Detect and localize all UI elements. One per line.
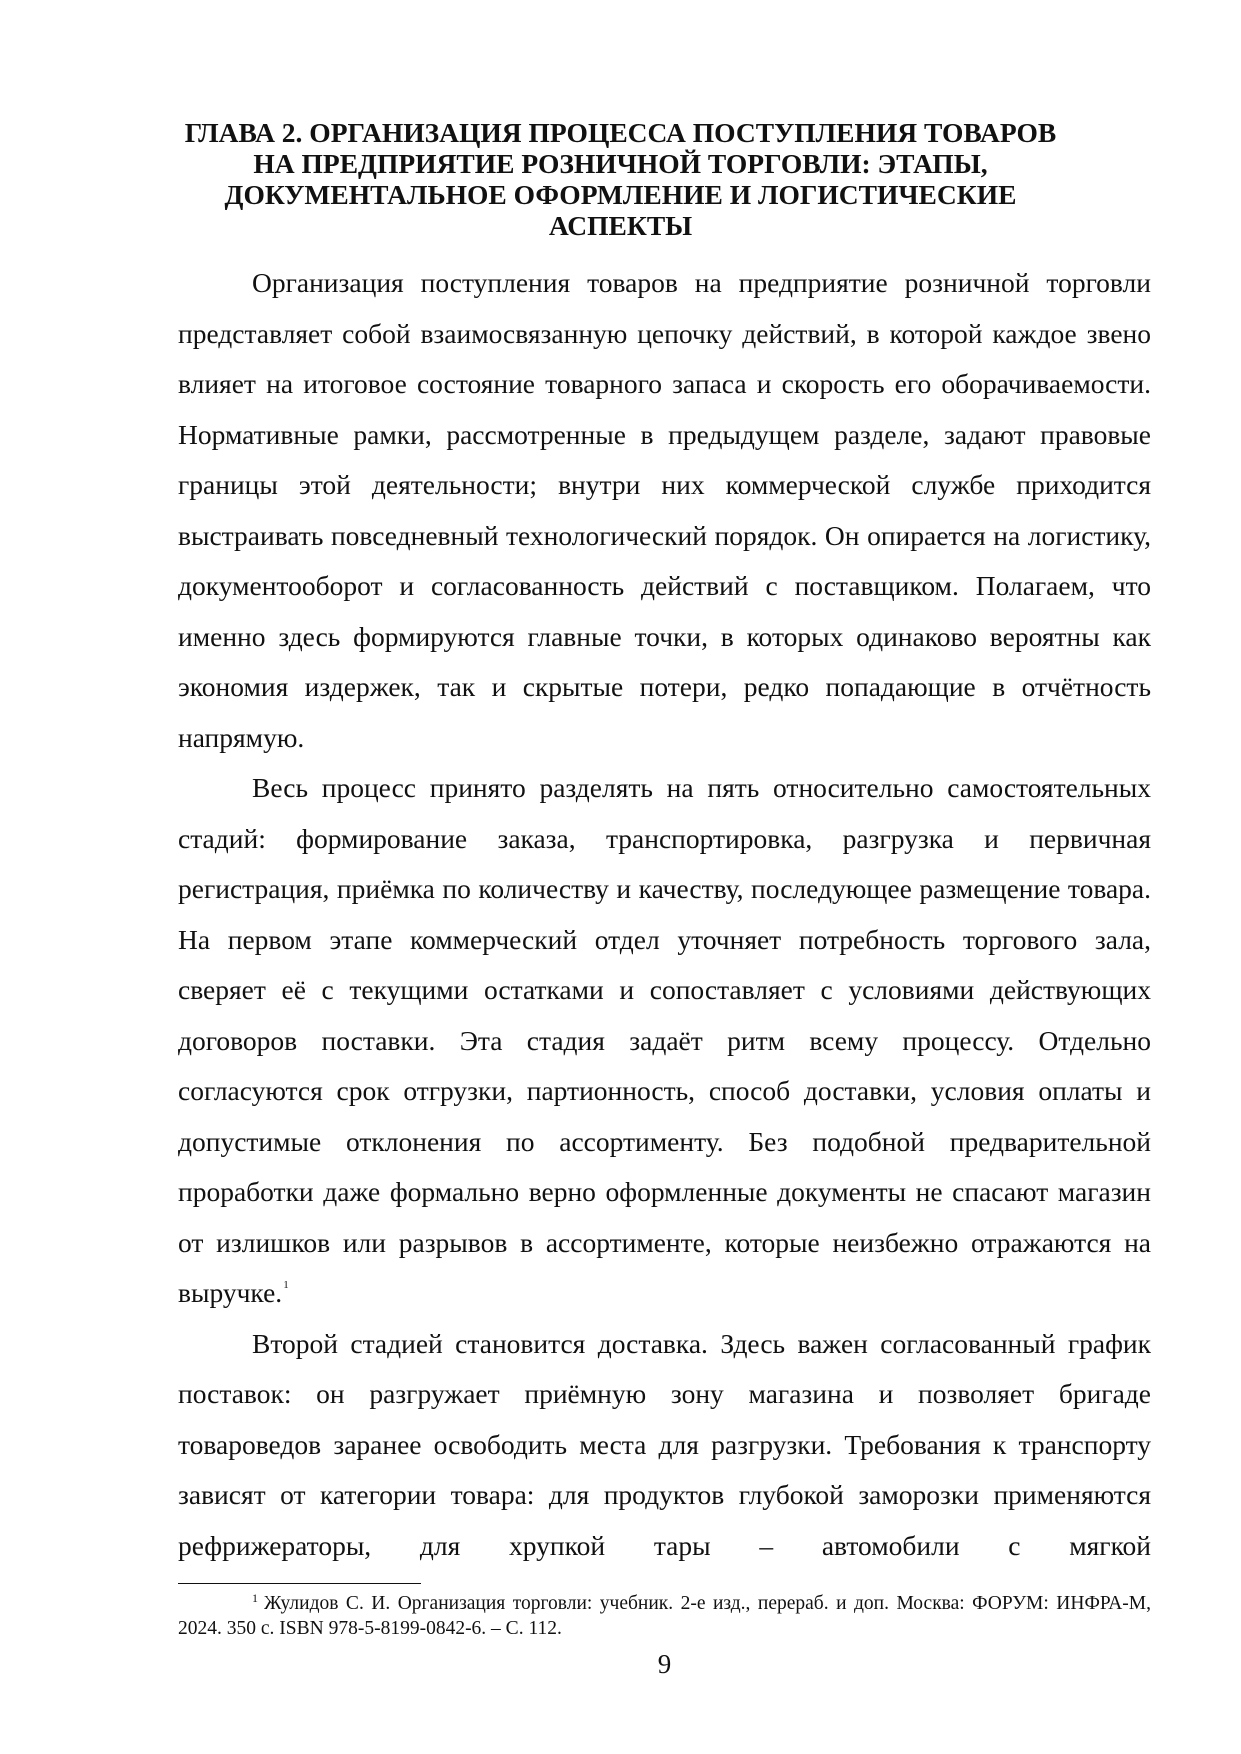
page-number: 9 bbox=[657, 1649, 672, 1679]
paragraph-text: Второй стадией становится доставка. Здесь важен согласованный график поставок: он разгружает приёмную зону магазина и позволяет бригаде товароведов заранее освободить места для разгрузки. Требования к транспорту зависят от категории товара: для продуктов глубокой заморозки применяются рефрижераторы, для хрупкой тары – автомобили с мягкой bbox=[178, 1327, 1151, 1561]
chapter-title: ГЛАВА 2. ОРГАНИЗАЦИЯ ПРОЦЕССА ПОСТУПЛЕНИЯ ТОВАРОВ НА ПРЕДПРИЯТИЕ РОЗНИЧНОЙ ТОРГОВЛИ: ЭТАПЫ, ДОКУМЕНТАЛЬНОЕ ОФОРМЛЕНИЕ И ЛОГИСТИЧЕСКИЕ АСПЕКТЫ bbox=[184, 117, 1057, 241]
paragraph bbox=[178, 763, 1151, 1319]
paragraph-text: Весь процесс принято разделять на пять относительно самостоятельных стадий: формирование заказа, транспортировка, разгрузка и первичная регистрация, приёмка по количеству и качеству, последующее размещение товара. На первом этапе коммерческий отдел уточняет потребность торгового зала, сверяет её с текущими остатками и сопоставляет с условиями действующих договоров поставки. Эта стадия задаёт ритм всему процессу. Отдельно согласуются срок отгрузки, партионность, способ доставки, условия оплаты и допустимые отклонения по ассортименту. Без подобной предварительной проработки даже формально верно оформленные документы не спасают магазин от излишков или разрывов в ассортименте, которые неизбежно отражаются на выручке. bbox=[178, 772, 1151, 1308]
body-text bbox=[178, 258, 1151, 1571]
footnote-text: Жулидов С. И. Организация торговли: учебник. 2-е изд., перераб. и доп. Москва: ФОРУМ: ИНФРА-М, 2024. 350 с. ISBN 978-5-8199-0842-6. – С. 112. bbox=[178, 1593, 1151, 1639]
paragraph bbox=[178, 258, 1151, 763]
paragraph bbox=[178, 1319, 1151, 1572]
paragraph-text: Организация поступления товаров на предприятие розничной торговли представляет собой взаимосвязанную цепочку действий, в которой каждое звено влияет на итоговое состояние товарного запаса и скорость его оборачиваемости. Нормативные рамки, рассмотренные в предыдущем разделе, задают правовые границы этой деятельности; внутри них коммерческой службе приходится выстраивать повседневный технологический порядок. Он опирается на логистику, документооборот и согласованность действий с поставщиком. Полагаем, что именно здесь формируются главные точки, в которых одинаково вероятны как экономия издержек, так и скрытые потери, редко попадающие в отчётность напрямую. bbox=[178, 267, 1151, 753]
footnote-reference[interactable]: 1 bbox=[283, 1279, 289, 1291]
footnote-number: 1 bbox=[252, 1591, 258, 1605]
footnote-separator bbox=[178, 1583, 421, 1584]
footnote bbox=[178, 1591, 1151, 1641]
